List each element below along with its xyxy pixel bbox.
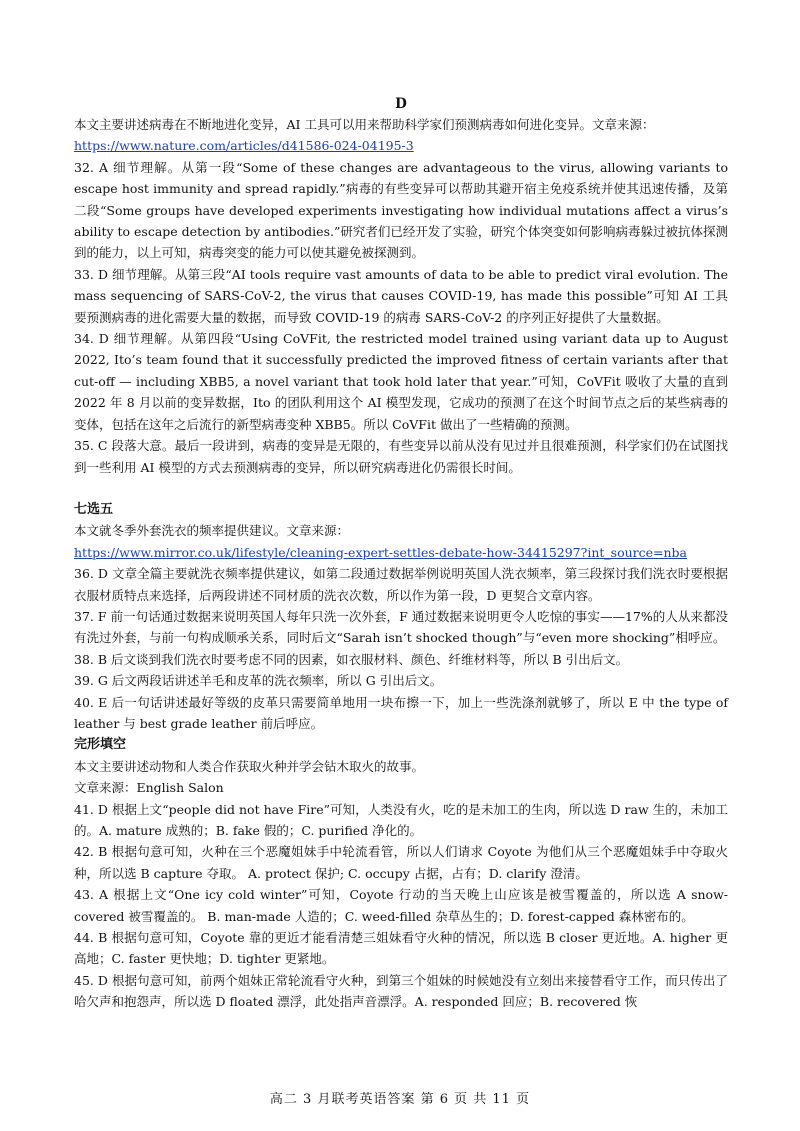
answer-41: 41. D 根据上文“people did not have Fire”可知，人类没有火，吃的是未加工的生肉，所以选 D raw 生的，未加工的。A. mature 成熟的；B. fake 假的；C. purified 净化的。 (74, 801, 728, 838)
answer-39: 39. G 后文两段话讲述羊毛和皮革的洗衣频率，所以 G 引出后文。 (74, 673, 443, 689)
section-seven-source-link[interactable]: https://www.mirror.co.uk/lifestyle/cleaning-expert-settles-debate-how-34415297?int_source=nba (74, 544, 688, 560)
answer-44: 44. B 根据句意可知，Coyote 靠的更近才能看清楚三姐妹看守火种的情况，所以选 B closer 更近地。A. higher 更高地；C. faster 更快地；D. tighter 更紧地。 (74, 930, 728, 967)
section-d-title: D (395, 96, 407, 112)
answer-36: 36. D 文章全篇主要就洗衣频率提供建议，如第二段通过数据举例说明英国人洗衣频率，第三段探讨我们洗衣时要根据衣服材质特点来选择，后两段讲述不同材质的洗衣次数，所以作为第一段，D 更契合文章内容。 (74, 566, 728, 603)
page-footer: 高二 3 月联考英语答案 第 6 页 共 11 页 (269, 1092, 531, 1107)
answer-38: 38. B 后文谈到我们洗衣时要考虑不同的因素，如衣服材料、颜色、纤维材料等，所以 B 引出后文。 (74, 651, 629, 667)
answer-40: 40. E 后一句话讲述最好等级的皮革只需要简单地用一块布擦一下，加上一些洗涤剂就够了，所以 E 中 the type of leather 与 best grade leather 前后呼应。 (74, 694, 728, 731)
answer-35: 35. C 段落大意。最后一段讲到，病毒的变异是无限的，有些变异以前从没有见过并且很难预测，科学家们仍在试图找到一些利用 AI 模型的方式去预测病毒的变异，所以研究病毒进化仍需很长时间。 (74, 438, 728, 475)
section-cloze-intro: 本文主要讲述动物和人类合作获取火种并学会钻木取火的故事。 (74, 758, 425, 774)
answer-page (74, 96, 728, 1013)
answer-43: 43. A 根据上文“One icy cold winter”可知，Coyote 行动的当天晚上山应该是被雪覆盖的，所以选 A snow-covered 被雪覆盖的。 B. man-made 人造的；C. weed-filled 杂草丛生的；D. forest-capped 森林密布的。 (74, 887, 728, 924)
answer-45: 45. D 根据句意可知，前两个姐妹正常轮流看守火种，到第三个姐妹的时候她没有立刻出来接替看守工作，而只传出了哈欠声和抱怨声，所以选 D floated 漂浮，此处指声音漂浮。A. responded 回应；B. recovered 恢 (74, 972, 728, 1010)
section-d-intro: 本文主要讲述病毒在不断地进化变异，AI 工具可以用来帮助科学家们预测病毒如何进化变异。文章来源： (74, 117, 655, 132)
answer-37: 37. F 前一句话通过数据来说明英国人每年只洗一次外套，F 通过数据来说明更令人吃惊的事实——17%的人从来都没有洗过外套，与前一句构成顺承关系，同时后文“Sarah isn’t shocked though”与“even more shocking”相呼应。 (74, 608, 728, 646)
answer-33: 33. D 细节理解。从第三段“AI tools require vast amounts of data to be able to predict viral evolution. The mass sequencing of SARS-CoV-2, the virus that causes COVID-19, has made this possible”可知 AI 工具要预测病毒的进化需要大量的数据，而导致 COVID-19 的病毒 SARS-CoV-2 的序列正好提供了大量数据。 (74, 266, 728, 325)
section-cloze-source: 文章来源：English Salon (74, 780, 224, 796)
answer-34: 34. D 细节理解。从第四段“Using CoVFit, the restricted model trained using variant data up to August 2022, Ito’s team found that it successfully predicted the improved fitness of certain variants after that cut-off — including XBB5, a novel variant that took hold later that year.”可知，CoVFit 吸收了大量的直到 2022 年 8 月以前的变异数据，Ito 的团队利用这个 AI 模型发现，它成功的预测了在这个时间节点之后的某些病毒的变体，包括在这年之后流行的新型病毒变种 XBB5。所以 CoVFit 做出了一些精确的预测。 (74, 331, 728, 432)
answer-32: 32. A 细节理解。从第一段“Some of these changes are advantageous to the virus, allowing variants to escape host immunity and spread rapidly.”病毒的有些变异可以帮助其避开宿主免疫系统并使其迅速传播，及第二段“Some groups have developed experiments investigating how individual mutations affect a virus’s ability to escape detection by antibodies.”研究者们已经开发了实验，研究个体突变如何影响病毒躲过被抗体探测到的能力，以上可知，病毒突变的能力可以使其避免被探测到。 (74, 159, 728, 261)
section-seven-intro: 本文就冬季外套洗衣的频率提供建议。文章来源： (74, 523, 350, 539)
answer-42: 42. B 根据句意可知，火种在三个恶魔姐妹手中轮流看管，所以人们请求 Coyote 为他们从三个恶魔姐妹手中夺取火种，所以选 B capture 夺取。 A. protect 保护; C. occupy 占据，占有；D. clarify 澄清。 (74, 844, 728, 881)
section-seven-title: 七选五 (74, 501, 114, 517)
section-cloze-title: 完形填空 (74, 737, 127, 753)
section-d-source-link[interactable]: https://www.nature.com/articles/d41586-024-04195-3 (74, 138, 414, 154)
